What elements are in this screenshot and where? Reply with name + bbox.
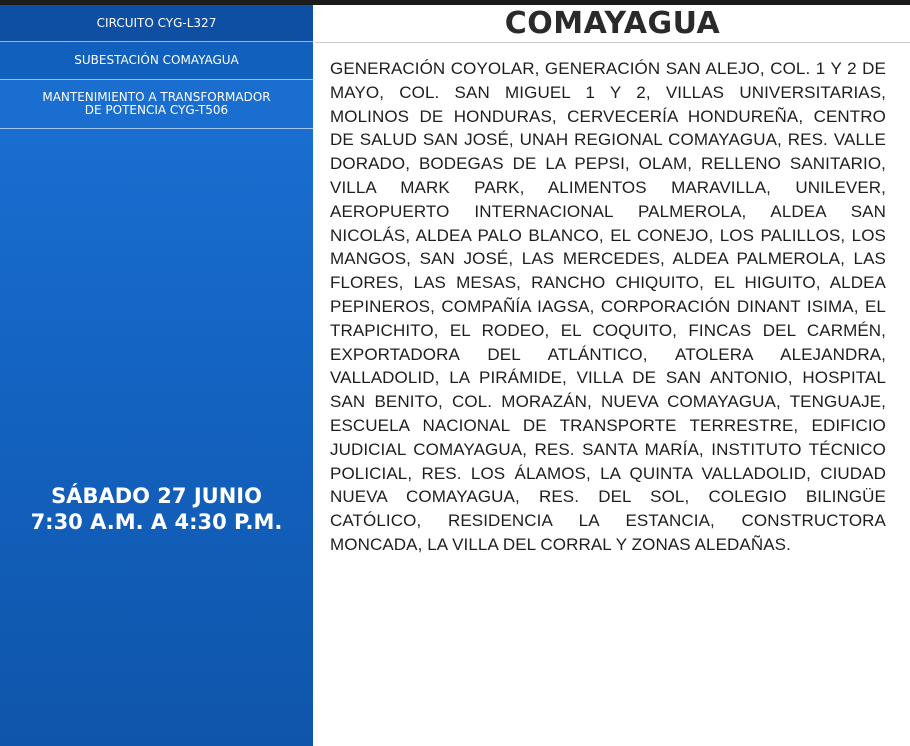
circuit-text: CIRCUITO CYG-L327 (96, 15, 217, 30)
schedule-time: 7:30 A.M. A 4:30 P.M. (30, 510, 283, 534)
affected-areas: GENERACIÓN COYOLAR, GENERACIÓN SAN ALEJO, COL. 1 Y 2 DE MAYO, COL. SAN MIGUEL 1 Y 2, VILLAS UNIVERSITARIAS, MOLINOS DE HONDURAS, CERVECERÍA HONDUREÑA, CENTRO DE SALUD SAN JOSÉ, UNAH REGIONAL COMAYAGUA, RES. VALLE DORADO, BODEGAS DE LA PEPSI, OLAM, RELLENO SANITARIO, VILLA MARK PARK, ALIMENTOS MARAVILLA, UNILEVER, AEROPUERTO INTERNACIONAL PALMEROLA, ALDEA SAN NICOLÁS, ALDEA PALO BLANCO, EL CONEJO, LOS PALILLOS, LOS MANGOS, SAN JOSÉ, LAS MERCEDES, ALDEA PALMEROLA, LAS FLORES, LAS MESAS, RANCHO CHIQUITO, EL HIGUITO, ALDEA PEPINEROS, COMPAÑÍA IAGSA, CORPORACIÓN DINANT ISIMA, EL TRAPICHITO, EL RODEO, EL COQUITO, FINCAS DEL CARMÉN, EXPORTADORA DEL ATLÁNTICO, ATOLERA ALEJANDRA, VALLADOLID, LA PIRÁMIDE, VILLA DE SAN ANTONIO, HOSPITAL SAN BENITO, COL. MORAZÁN, NUEVA COMAYAGUA, TENGUAJE, ESCUELA NACIONAL DE TRANSPORTE TERRESTRE, EDIFICIO JUDICIAL COMAYAGUA, RES. SANTA MARÍA, INSTITUTO TÉCNICO POLICIAL, RES. LOS ÁLAMOS, LA QUINTA VALLADOLID, CIUDAD NUEVA COMAYAGUA, RES. DEL SOL, COLEGIO BILINGÜE CATÓLICO, RESIDENCIA LA ESTANCIA, CONSTRUCTORA MONCADA, LA VILLA DEL CORRAL Y ZONAS ALEDAÑAS. (330, 59, 886, 554)
maintenance-text-line2: DE POTENCIA CYG-T506 (84, 103, 229, 117)
substation-text: SUBESTACIÓN COMAYAGUA (74, 53, 239, 67)
schedule-datetime (0, 483, 313, 535)
region-header (315, 5, 910, 43)
region-title: COMAYAGUA (504, 6, 721, 41)
schedule-panel (0, 5, 315, 746)
maintenance-label (0, 80, 313, 129)
maintenance-text-line1: MANTENIMIENTO A TRANSFORMADOR (42, 90, 271, 104)
substation-label (0, 42, 313, 80)
circuit-label (0, 5, 313, 42)
schedule-date: SÁBADO 27 JUNIO (51, 484, 262, 508)
